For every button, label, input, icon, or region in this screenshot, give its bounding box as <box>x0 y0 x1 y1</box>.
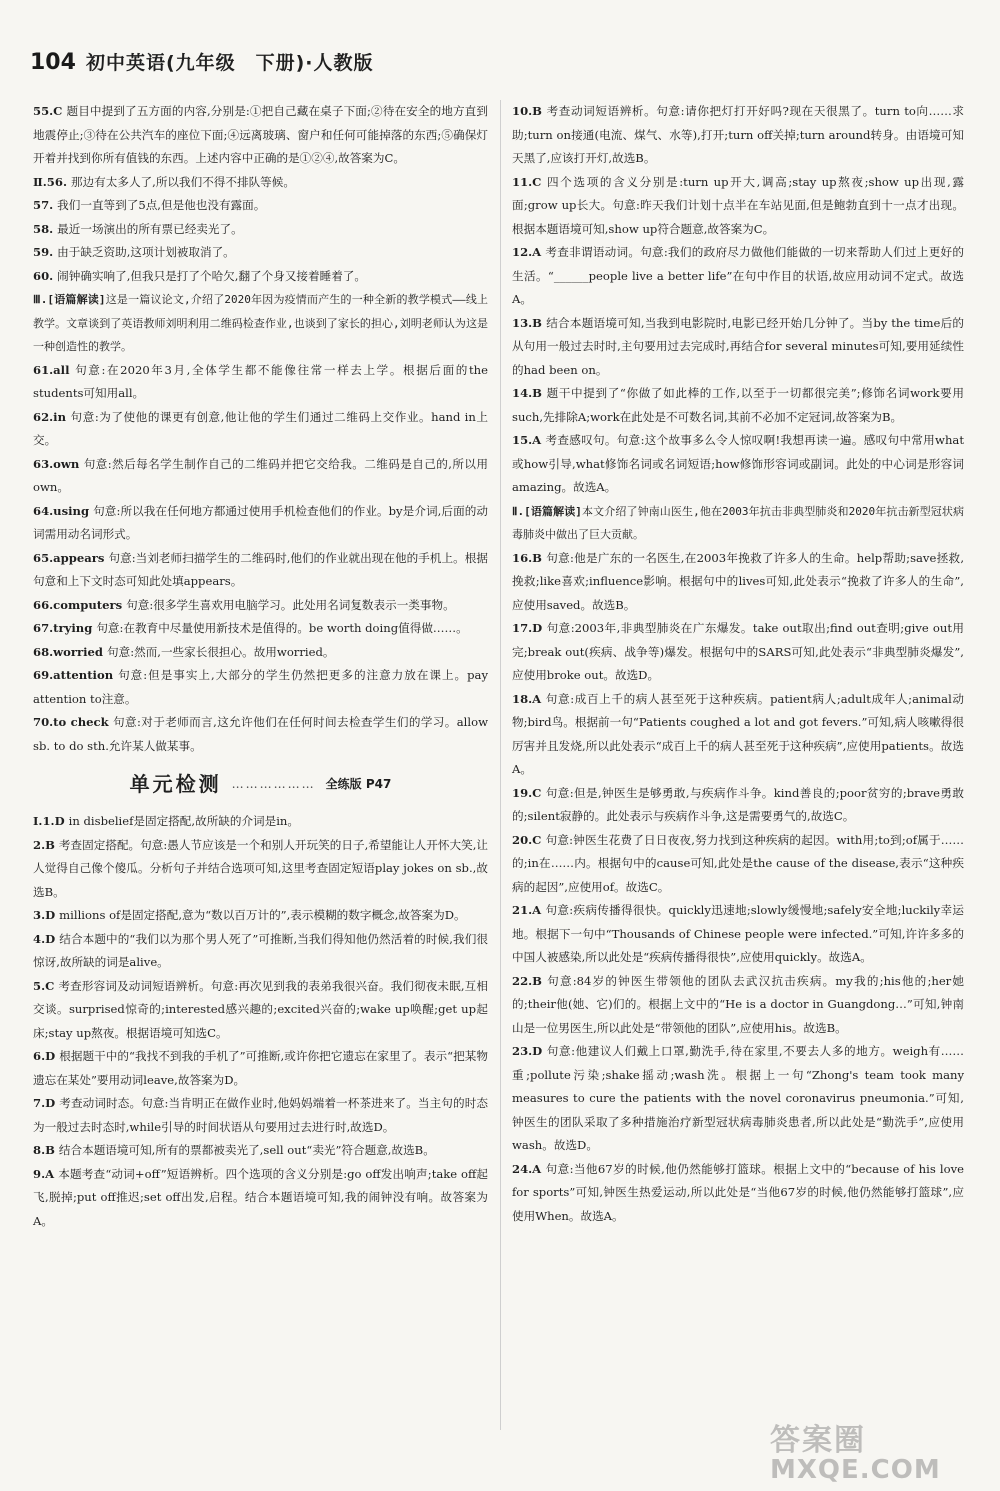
answer-entry <box>33 218 488 242</box>
answer-number: 62.in <box>33 409 67 424</box>
answer-number: 69.attention <box>33 668 114 682</box>
answer-entry <box>33 171 488 195</box>
answer-text: 句意:在教育中尽量使用新技术是值得的。be worth doing值得做……。 <box>96 621 468 635</box>
answer-entry <box>33 928 488 975</box>
answer-number: 20.C <box>512 832 542 847</box>
answer-text: 句意:当他67岁的时候,他仍然能够打篮球。根据上文中的“because of his love for sports”可知,钟医生热爱运动,所以此处是“当他67岁的时候,他仍然能够打篮球”,应使用When。故选A。 <box>512 1161 964 1223</box>
left-column <box>33 100 488 1233</box>
answer-text: 句意:2003年,非典型肺炎在广东爆发。take out取出;find out查明;give out用完;break out(疾病、战争等)爆发。根据句中的SARS可知,此处表示“非典型肺炎爆发”,应使用broke out。故选D。 <box>512 621 964 682</box>
answer-entry <box>512 241 964 312</box>
answer-number: Ⅰ.1.D <box>33 814 65 828</box>
answer-number: 4.D <box>33 931 56 946</box>
answer-text: 句意:84岁的钟医生带领他的团队去武汉抗击疾病。my我的;his他的;her她的;their他(她、它)们的。根据上文中的“He is a doctor in Guangdong…”可知,钟南山是一位男医生,所以此处是“带领他的团队”,应使用his。故选B。 <box>512 973 964 1035</box>
answer-text: 由于缺乏资助,这项计划被取消了。 <box>57 245 235 259</box>
passage-note-tag: Ⅱ.[语篇解读] <box>512 504 582 518</box>
answer-number: Ⅱ.56. <box>33 174 67 189</box>
answer-number: 11.C <box>512 174 542 189</box>
answer-text: 句意:他是广东的一名医生,在2003年挽救了许多人的生命。help帮助;save拯救,挽救;like喜欢;influence影响。根据句中的lives可知,此处表示“挽救了许多人的生命”,应使用saved。故选B。 <box>512 550 964 612</box>
answer-number: 68.worried <box>33 644 103 659</box>
answer-entry <box>33 265 488 289</box>
answer-entry <box>512 782 964 829</box>
answer-number: 19.C <box>512 785 542 800</box>
answer-number: 13.B <box>512 315 542 330</box>
answer-entry <box>512 382 964 429</box>
answer-entry <box>33 500 488 547</box>
answer-text: 考查非谓语动词。句意:我们的政府尽力做他们能做的一切来帮助人们过上更好的生活。“______people live a better life”在句中作目的状语,故应用动词不定式。故选A。 <box>512 245 964 306</box>
answer-number: 23.D <box>512 1044 543 1058</box>
answer-entry <box>512 100 964 171</box>
watermark-url: MXQE.COM <box>770 1455 941 1485</box>
answer-entry <box>33 1139 488 1163</box>
answer-entry <box>512 899 964 970</box>
answer-text: 本题考查“动词+off”短语辨析。四个选项的含义分别是:go off发出响声;take off起飞,脱掉;put off推迟;set off出发,启程。结合本题语境可知,我的闹钟没有响。故答案为A。 <box>33 1166 488 1228</box>
watermark <box>770 1415 941 1485</box>
answer-entry <box>33 711 488 758</box>
answer-entry <box>33 241 488 265</box>
answer-entry <box>33 834 488 905</box>
answer-number: 8.B <box>33 1143 55 1157</box>
passage-note <box>33 288 488 359</box>
answer-number: 70.to check <box>33 715 109 729</box>
answer-text: 考查动词时态。句意:当肯明正在做作业时,他妈妈端着一杯茶进来了。当主句的时态为一般过去时态时,while引导的时间状语从句要用过去进行时,故选D。 <box>33 1096 488 1134</box>
answer-text: 结合本题语境可知,所有的票都被卖光了,sell out“卖光”符合题意,故选B。 <box>58 1143 435 1157</box>
answer-entry <box>512 970 964 1041</box>
answer-entry <box>512 1040 964 1158</box>
answer-entry <box>512 829 964 900</box>
answer-entry <box>33 641 488 665</box>
answer-number: 60. <box>33 268 54 283</box>
answer-text: 句意:疾病传播得很快。quickly迅速地;slowly缓慢地;safely安全地;luckily幸运地。根据下一句中“Thousands of Chinese people were infected.”可知,许许多多的中国人被感染,所以此处是“疾病传播得很快”,应使用quickly。故选A。 <box>512 903 964 964</box>
answer-number: 10.B <box>512 104 542 118</box>
answer-text: 句意:他建议人们戴上口罩,勤洗手,待在家里,不要去人多的地方。weigh有……重;pollute污染;shake摇动;wash洗。根据上一句“Zhong's team took many measures to cure the patients with the novel coronavirus pneumonia.”可知,钟医生的团队采取了多种措施治疗新型冠状病毒肺炎患者,所以此处是“勤洗手”,应使用wash。故选D。 <box>512 1044 964 1152</box>
answer-entry <box>33 904 488 928</box>
answer-text: 结合本题中的“我们以为那个男人死了”可推断,当我们得知他仍然活着的时候,我们很惊讶,故所缺的词是alive。 <box>33 931 488 969</box>
answer-number: 61.all <box>33 362 70 377</box>
answer-number: 18.A <box>512 691 542 706</box>
answer-entry <box>33 100 488 171</box>
answer-text: 根据题干中的“我找不到我的手机了”可推断,或许你把它遗忘在家里了。表示“把某物遗忘在某处”要用动词leave,故答案为D。 <box>33 1049 488 1087</box>
answer-text: 句意:然后每名学生制作自己的二维码并把它交给我。二维码是自己的,所以用own。 <box>33 456 488 494</box>
answer-entry <box>512 312 964 383</box>
answer-entry <box>512 171 964 242</box>
answer-number: 67.trying <box>33 621 93 635</box>
answer-text: 句意:但是,钟医生是够勇敢,与疾病作斗争。kind善良的;poor贫穷的;brave勇敢的;silent寂静的。此处表示与疾病作斗争,这是需要勇气的,故选C。 <box>512 785 964 823</box>
answer-entry <box>33 453 488 500</box>
answer-number: 7.D <box>33 1096 56 1110</box>
answer-number: 9.A <box>33 1166 55 1181</box>
answer-text: 句意:所以我在任何地方都通过使用手机检查他们的作业。by是介词,后面的动词需用动名词形式。 <box>33 503 488 541</box>
page-number: 104 <box>30 50 76 75</box>
unit-heading-title: 单元检测 <box>129 772 222 797</box>
answer-number: 59. <box>33 245 54 259</box>
answer-text: 句意:对于老师而言,这允许他们在任何时间去检查学生们的学习。allow sb. to do sth.允许某人做某事。 <box>33 715 488 753</box>
column-divider <box>500 100 501 1430</box>
answer-entry <box>33 1163 488 1234</box>
answer-entry <box>33 547 488 594</box>
answer-entry <box>512 429 964 500</box>
answer-entry <box>512 617 964 688</box>
answer-number: 12.A <box>512 245 542 259</box>
answer-text: 考查固定搭配。句意:愚人节应该是一个和别人开玩笑的日子,希望能让人开怀大笑,让人觉得自己像个傻瓜。分析句子并结合选项可知,这里考查固定短语play jokes on sb.,故选B。 <box>33 837 488 899</box>
answer-text: 考查动词短语辨析。句意:请你把灯打开好吗?现在天很黑了。turn to向……求助;turn on接通(电流、煤气、水等),打开;turn off关掉;turn around转身。由语境可知天黑了,应该打开灯,故选B。 <box>512 104 964 165</box>
answer-text: 句意:成百上千的病人甚至死于这种疾病。patient病人;adult成年人;animal动物;bird鸟。根据前一句“Patients coughed a lot and got fevers.”可知,病人咳嗽得很厉害并且发烧,所以此处表示“成百上千的病人甚至死于这种疾病”,应使用patients。故选A。 <box>512 691 964 776</box>
answer-text: 句意:但是事实上,大部分的学生仍然把更多的注意力放在课上。pay attention to注意。 <box>33 668 488 706</box>
answer-text: 题目中提到了五方面的内容,分别是:①把自己藏在桌子下面;②待在安全的地方直到地震停止;③待在公共汽车的座位下面;④远离玻璃、窗户和任何可能掉落的东西;⑤确保灯开着并找到你所有值钱的东西。上述内容中正确的是①②④,故答案为C。 <box>33 104 488 165</box>
passage-note-text: 本文介绍了钟南山医生,他在2003年抗击非典型肺炎和2020年抗击新型冠状病毒肺炎中做出了巨大贡献。 <box>512 504 964 541</box>
answer-entry <box>33 406 488 453</box>
answer-number: 16.B <box>512 550 542 565</box>
answer-number: 3.D <box>33 908 56 922</box>
answer-number: 57. <box>33 198 54 212</box>
answer-entry <box>512 1158 964 1229</box>
passage-note <box>512 500 964 547</box>
answer-text: 考查感叹句。句意:这个故事多么令人惊叹啊!我想再读一遍。感叹句中常用what或how引导,what修饰名词或名词短语;how修饰形容词或副词。此处的中心词是形容词amazing。故选A。 <box>512 433 964 494</box>
answer-number: 22.B <box>512 973 542 988</box>
answer-entry <box>512 547 964 618</box>
answer-entry <box>33 664 488 711</box>
unit-heading-dots: ……………… <box>231 777 316 792</box>
answer-text: 我们一直等到了5点,但是他也没有露面。 <box>57 198 266 212</box>
answer-number: 15.A <box>512 433 542 447</box>
answer-entry <box>33 194 488 218</box>
answer-entry <box>33 1045 488 1092</box>
answer-text: millions of是固定搭配,意为“数以百万计的”,表示模糊的数字概念,故答案为D。 <box>59 908 466 922</box>
answer-text: 句意:然而,一些家长很担心。故用worried。 <box>107 644 335 659</box>
answer-number: 55.C <box>33 104 63 118</box>
answer-entry <box>33 617 488 641</box>
page-header <box>30 48 374 75</box>
answer-text: 句意:在2020年3月,全体学生都不能像往常一样去上学。根据后面的the students可知用all。 <box>33 362 488 400</box>
answer-number: 64.using <box>33 503 90 518</box>
answer-number: 24.A <box>512 1161 542 1176</box>
answer-text: 句意:为了使他的课更有创意,他让他的学生们通过二维码上交作业。hand in上交。 <box>33 409 488 447</box>
answer-text: 句意:当刘老师扫描学生的二维码时,他们的作业就出现在他的手机上。根据句意和上下文时态可知此处填appears。 <box>33 550 488 588</box>
answer-number: 17.D <box>512 621 543 635</box>
answer-number: 14.B <box>512 386 542 400</box>
answer-number: 21.A <box>512 903 542 917</box>
answer-number: 5.C <box>33 978 55 993</box>
answer-text: 那边有太多人了,所以我们不得不排队等候。 <box>70 174 295 189</box>
unit-heading <box>33 762 488 808</box>
answer-text: 四个选项的含义分别是:turn up开大,调高;stay up熬夜;show up出现,露面;grow up长大。句意:昨天我们计划十点半在车站见面,但是鲍勃直到十一点才出现。根据本题语境可知,show up符合题意,故答案为C。 <box>512 174 964 236</box>
answer-entry <box>33 594 488 618</box>
answer-number: 58. <box>33 221 54 236</box>
answer-number: 66.computers <box>33 597 123 612</box>
answer-text: 题干中提到了“你做了如此棒的工作,以至于一切都很完美”;修饰名词work要用such,先排除A;work在此处是不可数名词,其前不必加不定冠词,故答案为B。 <box>512 386 964 424</box>
passage-note-text: 这是一篇议论文,介绍了2020年因为疫情而产生的一种全新的教学模式——线上教学。文章谈到了英语教师刘明利用二维码检查作业,也谈到了家长的担心,刘明老师认为这是一种创造性的教学。 <box>33 293 488 353</box>
book-title: 初中英语(九年级 下册)·人教版 <box>85 52 374 74</box>
answer-text: 句意:钟医生花费了日日夜夜,努力找到这种疾病的起因。with用;to到;of属于……的;in在……内。根据句中的cause可知,此处是the cause of the disease,表示“这种疾病的起因”,应使用of。故选C。 <box>512 832 964 894</box>
answer-number: 2.B <box>33 837 55 852</box>
answer-text: in disbelief是固定搭配,故所缺的介词是in。 <box>68 814 299 828</box>
answer-text: 最近一场演出的所有票已经卖光了。 <box>57 221 243 236</box>
unit-heading-ref: 全练版 P47 <box>325 777 392 792</box>
answer-text: 句意:很多学生喜欢用电脑学习。此处用名词复数表示一类事物。 <box>126 597 455 612</box>
answer-entry <box>33 1092 488 1139</box>
answer-text: 结合本题语境可知,当我到电影院时,电影已经开始几分钟了。当by the time后的从句用一般过去时时,主句要用过去完成时,再结合for several minutes可知,要用延续性的had been on。 <box>512 315 964 377</box>
answer-text: 考查形容词及动词短语辨析。句意:再次见到我的表弟我很兴奋。我们彻夜未眠,互相交谈。surprised惊奇的;interested感兴趣的;excited兴奋的;wake up唤醒;get up起床;stay up熬夜。根据语境可知选C。 <box>33 978 488 1040</box>
answer-entry <box>33 975 488 1046</box>
answer-number: 6.D <box>33 1049 56 1063</box>
answer-entry <box>33 810 488 834</box>
passage-note-tag: Ⅲ.[语篇解读] <box>33 293 106 306</box>
answer-number: 63.own <box>33 456 80 471</box>
answer-number: 65.appears <box>33 550 105 565</box>
watermark-mark: 答案圈 <box>770 1423 866 1458</box>
answer-entry <box>33 359 488 406</box>
answer-entry <box>512 688 964 782</box>
right-column <box>512 100 964 1228</box>
answer-text: 闹钟确实响了,但我只是打了个哈欠,翻了个身又接着睡着了。 <box>57 268 366 283</box>
